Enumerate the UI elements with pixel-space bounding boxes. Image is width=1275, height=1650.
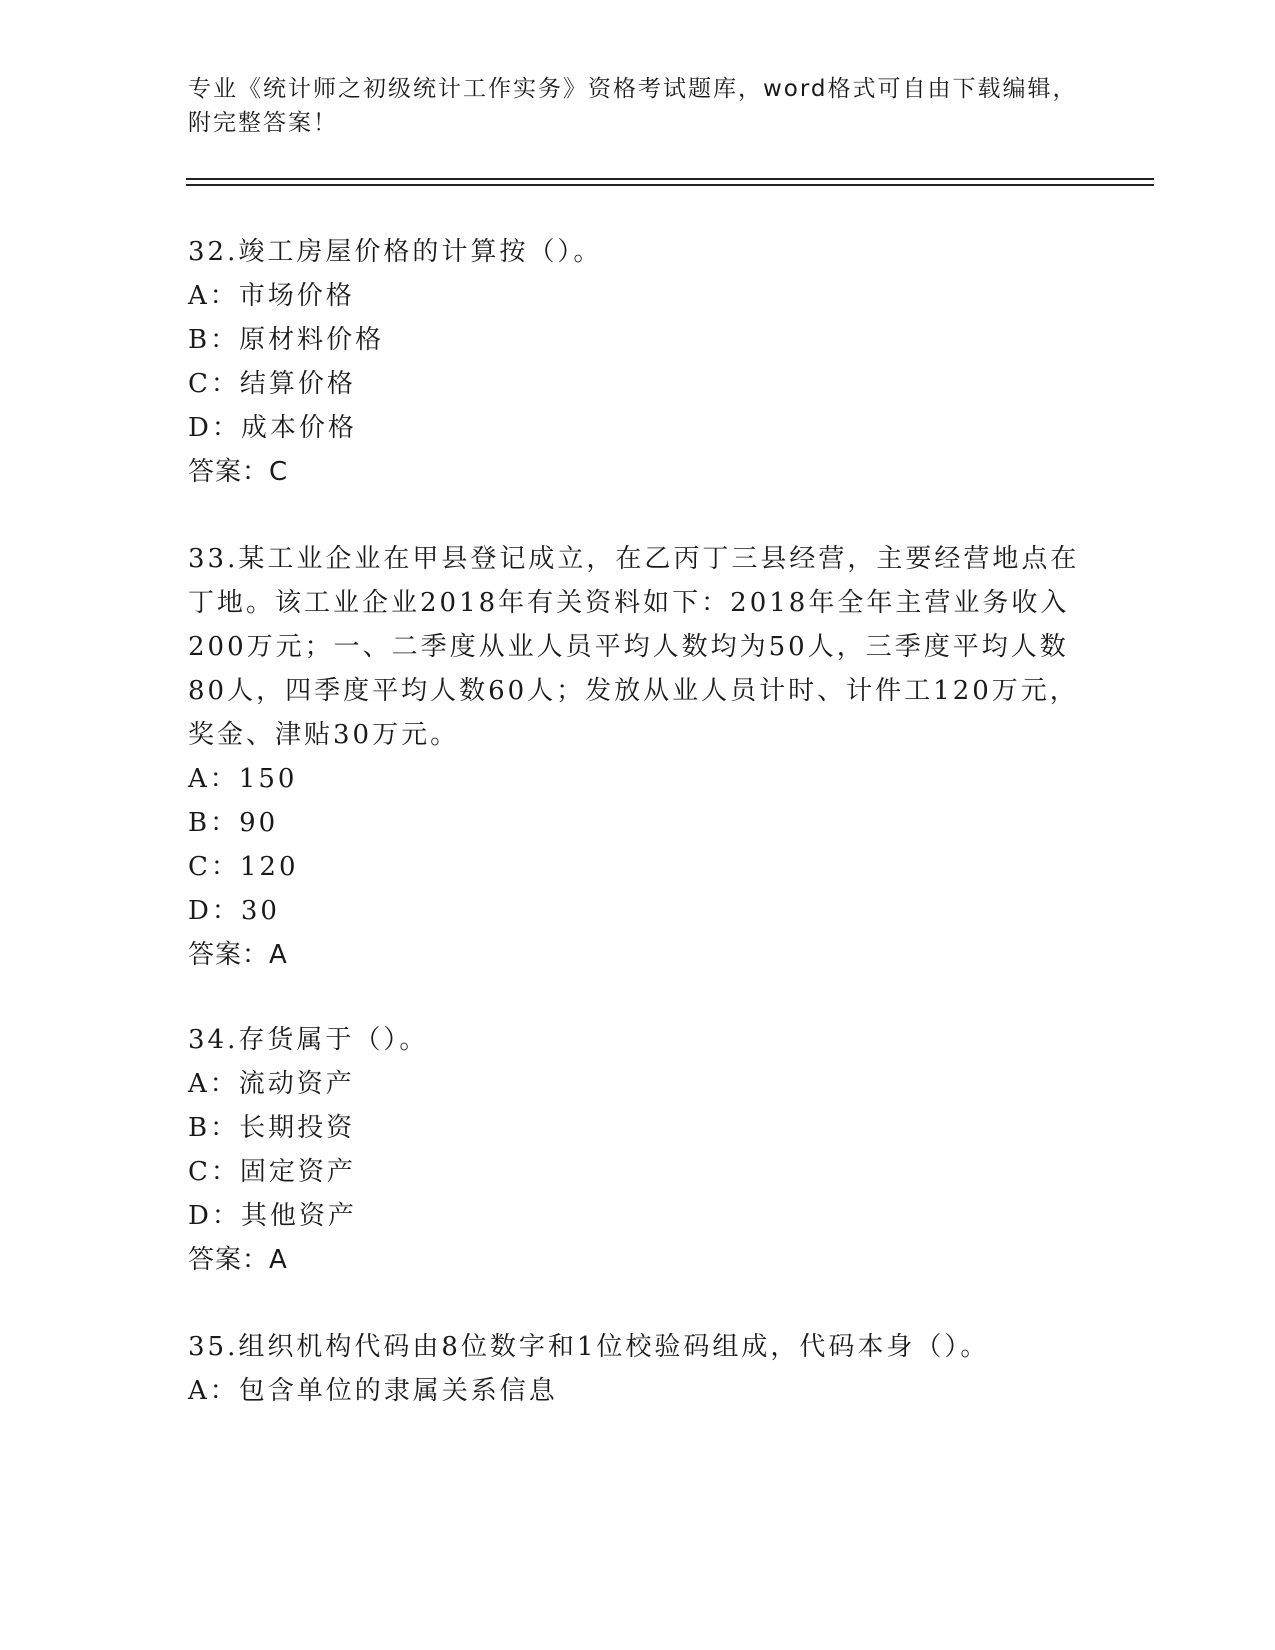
- question-34-option-a: A：流动资产: [188, 1069, 355, 1099]
- question-32-option-d: D：成本价格: [188, 413, 357, 443]
- question-34-option-c: C：固定资产: [188, 1157, 356, 1187]
- header-line-1: 专业《统计师之初级统计工作实务》资格考试题库，word格式可自由下载编辑，: [188, 76, 1078, 102]
- question-33-stem-line-4: 80人，四季度平均人数60人；发放从业人员计时、计件工120万元，: [188, 676, 1079, 706]
- question-33-answer: 答案：A: [188, 940, 288, 970]
- question-34-stem: 34.存货属于（）。: [188, 1025, 429, 1055]
- question-35-stem: 35.组织机构代码由8位数字和1位校验码组成，代码本身（）。: [188, 1332, 990, 1362]
- question-32-option-b: B：原材料价格: [188, 325, 385, 355]
- question-34-option-b: B：长期投资: [188, 1113, 356, 1143]
- header-divider-top: [186, 178, 1154, 180]
- header-line-2: 附完整答案！: [188, 110, 338, 136]
- header-divider-bottom: [186, 184, 1154, 186]
- question-33-stem-line-5: 奖金、津贴30万元。: [188, 720, 460, 750]
- question-35-option-a: A：包含单位的隶属关系信息: [188, 1376, 558, 1406]
- question-33-option-c: C：120: [188, 852, 299, 882]
- question-34-option-d: D：其他资产: [188, 1201, 357, 1231]
- question-33-stem-line-2: 丁地。该工业企业2018年有关资料如下：2018年全年主营业务收入: [188, 588, 1070, 618]
- question-34-answer: 答案：A: [188, 1245, 288, 1275]
- document-header: [188, 72, 1088, 140]
- question-33-option-a: A：150: [188, 764, 298, 794]
- question-32-option-c: C：结算价格: [188, 369, 356, 399]
- question-33-stem-line-3: 200万元；一、二季度从业人员平均人数均为50人，三季度平均人数: [188, 632, 1069, 662]
- question-32-option-a: A：市场价格: [188, 281, 355, 311]
- question-32-stem: 32.竣工房屋价格的计算按（）。: [188, 237, 603, 267]
- question-33-option-d: D：30: [188, 896, 280, 926]
- question-32-answer: 答案：C: [188, 457, 289, 487]
- question-33-stem-line-1: 33.某工业企业在甲县登记成立，在乙丙丁三县经营，主要经营地点在: [188, 544, 1080, 574]
- question-33-option-b: B：90: [188, 808, 279, 838]
